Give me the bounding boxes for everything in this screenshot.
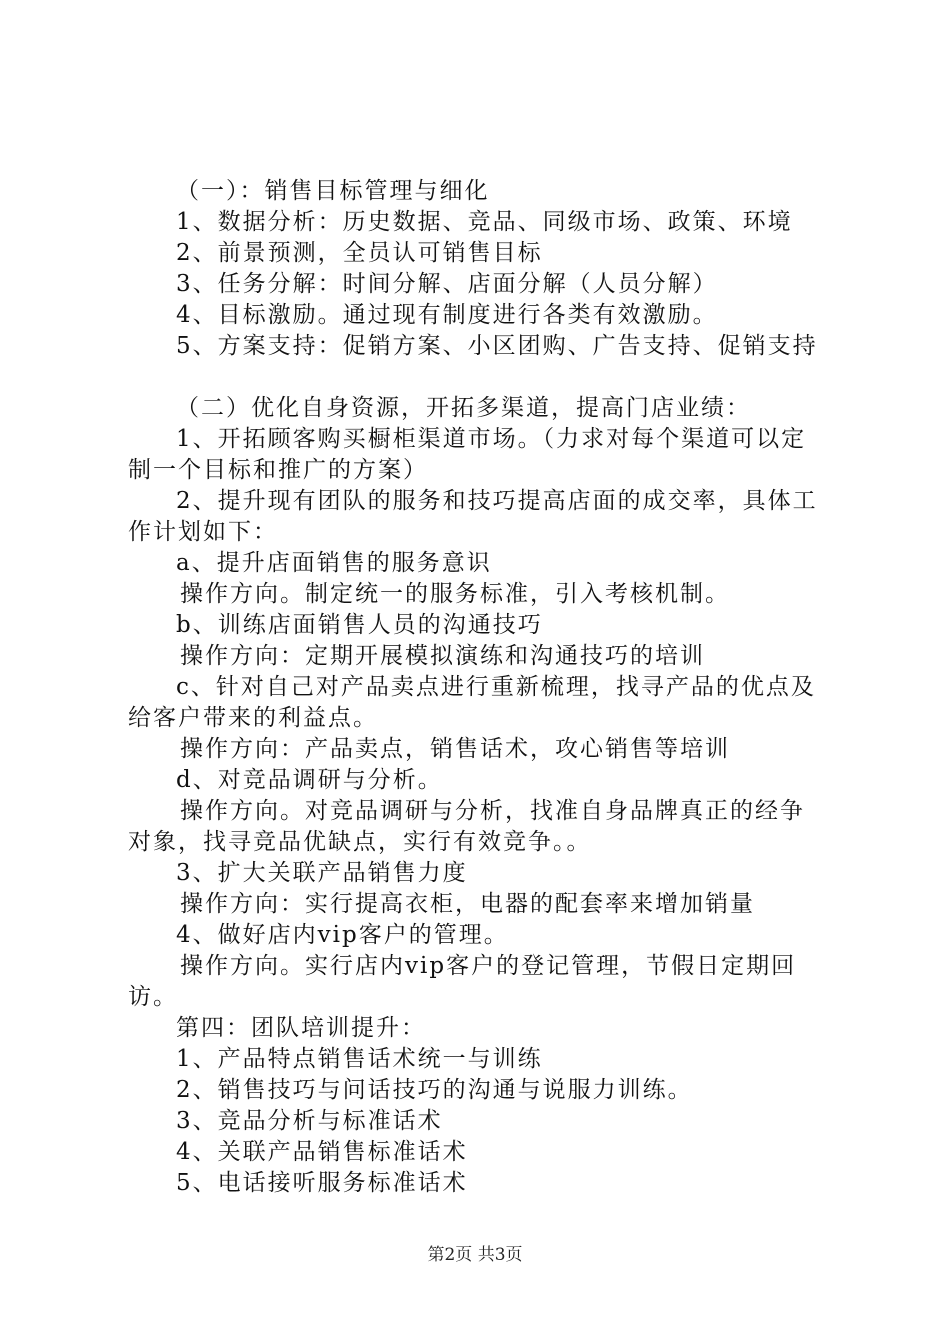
text-line: 3、扩大关联产品销售力度 — [176, 860, 468, 886]
text-line: 作计划如下： — [128, 519, 278, 545]
text-line: 5、电话接听服务标准话术 — [176, 1170, 468, 1196]
document-body — [128, 176, 838, 1199]
text-line: 1、产品特点销售话术统一与训练 — [176, 1046, 543, 1072]
page-number-footer: 第2页 共3页 — [427, 1245, 523, 1265]
section-heading-1: （一）：销售目标管理与细化 — [176, 178, 490, 204]
text-line: 操作方向。制定统一的服务标准，引入考核机制。 — [180, 581, 730, 607]
text-line: 操作方向：实行提高衣柜，电器的配套率来增加销量 — [180, 891, 755, 917]
text-line: 2、提升现有团队的服务和技巧提高店面的成交率，具体工 — [176, 488, 818, 514]
text-line: 3、竞品分析与标准话术 — [176, 1108, 443, 1134]
text-line: 操作方向：产品卖点，销售话术，攻心销售等培训 — [180, 736, 730, 762]
text-line: 2、销售技巧与问话技巧的沟通与说服力训练。 — [176, 1077, 693, 1103]
text-line: d、对竞品调研与分析。 — [176, 767, 443, 793]
text-line: 对象，找寻竞品优缺点，实行有效竞争。。 — [128, 829, 592, 855]
text-line: 访。 — [128, 984, 178, 1010]
text-line: 4、关联产品销售标准话术 — [176, 1139, 468, 1165]
section-heading-2: （二）优化自身资源，开拓多渠道，提高门店业绩： — [176, 395, 751, 421]
text-line: 操作方向。实行店内vip客户的登记管理，节假日定期回 — [180, 953, 797, 979]
section-heading-4: 第四：团队培训提升： — [176, 1015, 426, 1041]
text-line: 操作方向。对竞品调研与分析，找准自身品牌真正的经争 — [180, 798, 805, 824]
text-line: 2、前景预测，全员认可销售目标 — [176, 240, 543, 266]
paragraph-gap — [128, 362, 838, 393]
text-line: 1、数据分析：历史数据、竞品、同级市场、政策、环境 — [176, 209, 793, 235]
text-line: 操作方向：定期开展模拟演练和沟通技巧的培训 — [180, 643, 705, 669]
text-line: 4、目标激励。通过现有制度进行各类有效激励。 — [176, 302, 718, 328]
text-line: 给客户带来的利益点。 — [128, 705, 378, 731]
text-line: c、针对自己对产品卖点进行重新梳理，找寻产品的优点及 — [176, 674, 816, 700]
text-line: 3、任务分解：时间分解、店面分解（人员分解） — [176, 271, 718, 297]
text-line: a、提升店面销售的服务意识 — [176, 550, 492, 576]
text-line: 5、方案支持：促销方案、小区团购、广告支持、促销支持 — [176, 333, 818, 359]
text-line: 制一个目标和推广的方案） — [128, 457, 428, 483]
text-line: 1、开拓顾客购买橱柜渠道市场。（力求对每个渠道可以定 — [176, 426, 807, 452]
text-line: 4、做好店内vip客户的管理。 — [176, 922, 509, 948]
text-line: b、训练店面销售人员的沟通技巧 — [176, 612, 543, 638]
